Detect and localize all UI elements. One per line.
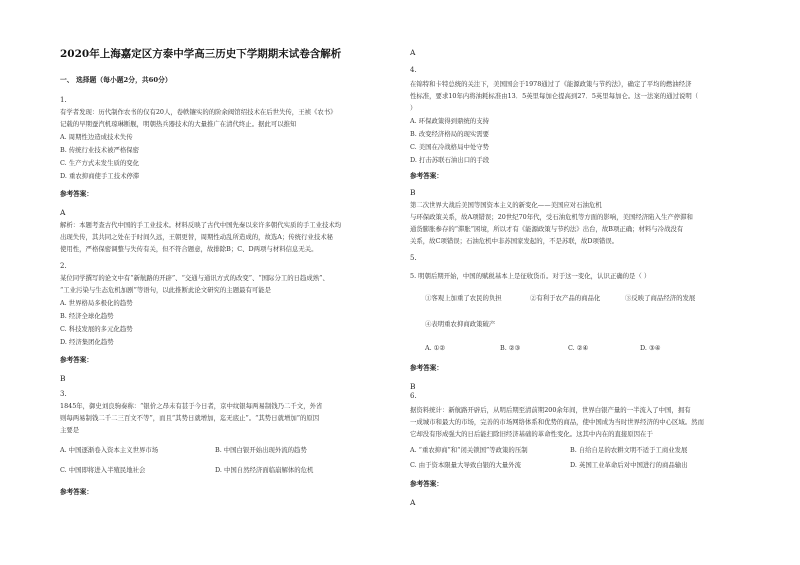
q3-option-b: B. 中国白银开始出现外流的趋势 — [215, 446, 307, 454]
q5-stem: 5. 明朝后期开始，中国的赋税基本上是征收货币。对于这一变化，认识正确的是（ ） — [410, 272, 651, 280]
q2-answer-label: 参考答案： — [60, 356, 93, 364]
q6-number: 6. — [410, 392, 417, 400]
q3-stem-line: 1845年，御史刘良驹奏称：“银价之昂未有甚于今日者，京中纹银每两易制钱乃二千文，外省 — [60, 402, 323, 410]
q6-answer-label: 参考答案： — [410, 480, 443, 488]
q1-number: 1. — [60, 96, 67, 104]
q1-answer-label: 参考答案： — [60, 190, 93, 198]
q3-option-c: C. 中国即将进入半殖民地社会 — [60, 466, 146, 474]
q4-stem-line: ） — [410, 104, 417, 112]
q5-option-d: D. ③④ — [640, 344, 661, 352]
q5-item: ④表明重农抑商政策破产 — [425, 320, 496, 328]
q1-analysis-line: 使用性，严格保密调整与失传有关，但不符合题意，故排除B；C、D两项与材料信息无关。 — [60, 245, 318, 253]
q5-item: ②有利于农产品的商品化 — [530, 294, 601, 302]
q3-option-d: D. 中国自然经济面临崩解体的危机 — [215, 466, 314, 474]
section-heading: 一、 选择题（每小题2分，共60分） — [60, 76, 172, 84]
q4-answer: B — [410, 188, 416, 197]
q3-answer-label: 参考答案： — [60, 488, 93, 496]
q6-option-d: D. 英国工业革命后对中国进行的商品输出 — [570, 461, 688, 469]
q1-answer: A — [60, 208, 66, 217]
q3-stem-line: 则每两易制钱二千二三百文不等”，而且“其势日就增加，迄无底止”。“其势日就增加”的原因 — [60, 414, 320, 422]
q6-option-a: A. “重农抑商”和“闭关锁国”等政策的压制 — [410, 446, 528, 454]
q5-answer: B — [410, 382, 416, 391]
q4-option-b: B. 改变经济格局的现实需要 — [410, 130, 490, 138]
q3-number: 3. — [60, 390, 67, 398]
q4-option-d: D. 打击苏联石油出口的手段 — [410, 156, 490, 164]
q5-option-b: B. ②③ — [500, 344, 521, 352]
q4-stem-line: 性标准，要求10年内将油耗标准由13．5英里每加仑提高到27．5英里每加仑。这一法案的通过说明（ — [410, 92, 699, 100]
q4-answer-label: 参考答案： — [410, 172, 443, 180]
q1-analysis-line: 出现失传，其共同之处在于时间久远，王朝更替，周期性动乱所造成的，故选A；传统行业技术秘 — [60, 233, 334, 241]
doc-title: 2020年上海嘉定区方泰中学高三历史下学期期末试卷含解析 — [60, 48, 342, 60]
q3-stem-line: 主要是 — [60, 426, 80, 434]
q2-number: 2. — [60, 262, 67, 270]
q4-analysis-line: 第二次世界大战后美国等国资本主义的新变化——美国应对石油危机 — [410, 201, 602, 209]
q6-stem-line: 它却没有形成强大的日后能扫除旧经济基础的革命性变化。这其中内在的直接原因在于 — [410, 430, 653, 438]
q2-option-c: C. 科技发展的多元化趋势 — [60, 325, 133, 333]
q2-option-a: A. 世界格局多极化的趋势 — [60, 299, 133, 307]
q1-option-a: A. 周期性边造成技术失传 — [60, 133, 133, 141]
q4-option-c: C. 美国在冷战格局中处守势 — [410, 143, 490, 151]
q1-stem-line: 记载的早期蚕汽机琼琳断舰，明朝热兵器技术的大量推广在清代终止。据此可以推知 — [60, 120, 297, 128]
q5-item: ①客观上加重了农民的负担 — [425, 294, 502, 302]
q4-analysis-line: 与环保政策关系，故A项错误；20世纪70年代，受石油危机等方面的影响，美国经济陷入生产停滞和 — [410, 213, 693, 221]
q2-option-b: B. 经济全球化趋势 — [60, 312, 114, 320]
q5-item: ③反映了商品经济的发展 — [625, 294, 696, 302]
q6-answer: A — [410, 498, 416, 507]
q3-option-a: A. 中国逐渐卷入资本主义世界市场 — [60, 446, 159, 454]
q2-option-d: D. 经济集团化趋势 — [60, 338, 114, 346]
q6-stem-line: 据资料统计：新航路开辟后，从明后期至清前期200余年间，世界白银产量的一半流入了中国，拥有 — [410, 406, 691, 414]
q2-stem-line: “工业污染与生态危机加剧”等语句，以此推断此论文研究的主题最有可能是 — [60, 286, 272, 294]
q4-analysis-line: 关系，故C项错误；石油危机中非苏国家发起的，不是苏联，故D项错误。 — [410, 237, 619, 245]
q2-stem-line: 某位同学撰写的论文中有“新航路的开辟”、“交通与通讯方式的改变”、“国际分工的日趋成熟”、 — [60, 274, 329, 282]
q3-answer: A — [410, 48, 416, 57]
q1-option-b: B. 传统行业技术被严格保密 — [60, 146, 140, 154]
q4-stem-line: 在锦特和卡特总统的关注下，美国国会于1978通过了《能源政策与节约法》，确定了平均的燃油经济 — [410, 80, 692, 88]
q6-option-b: B. 自给自足的农耕文明不适于工商业发展 — [570, 446, 688, 454]
q5-number: 5. — [410, 254, 417, 262]
q1-stem-line: 有学者发现：历代制作农书的仅有20人，卷帙镶实的的阶余阀馆绍技术在后世失传，王祯《农书》 — [60, 108, 337, 116]
q1-option-d: D. 重农抑商使手工技术停滞 — [60, 172, 140, 180]
q5-option-c: C. ②④ — [568, 344, 589, 352]
q1-option-c: C. 生产方式未发生质的变化 — [60, 159, 140, 167]
q4-number: 4. — [410, 66, 417, 74]
q5-answer-label: 参考答案： — [410, 364, 443, 372]
q1-analysis-line: 解析：本题考查古代中国的手工业技术。材料反映了古代中国先秦以来许多朝代实质的手工业技术均 — [60, 221, 342, 229]
q5-option-a: A. ①② — [425, 344, 446, 352]
q4-option-a: A. 环保政策得到鼎统的支持 — [410, 117, 489, 125]
q4-analysis-line: 通货膨胀参存的“滞胀”困境，所以才有《能源政策与节约法》出台，故B项正确；材料与冷战没有 — [410, 225, 684, 233]
q6-option-c: C. 由于资本限量大导致白银的大量外流 — [410, 461, 521, 469]
q6-stem-line: 一成城市和最大的市场，完善的市场网络体系和优势的商品，使中国成为当时世界经济的中心区域。然而 — [410, 418, 704, 426]
q2-answer: B — [60, 374, 66, 383]
